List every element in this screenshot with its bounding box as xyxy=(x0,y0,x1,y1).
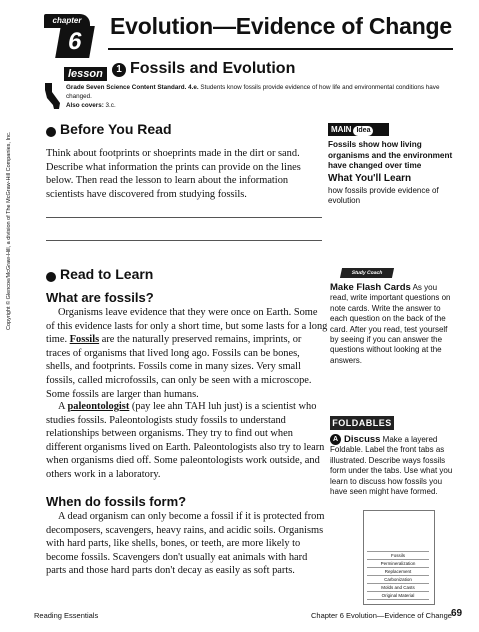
foldable-tab: Original Material xyxy=(367,591,429,600)
foldable-tab: Replacement xyxy=(367,567,429,575)
answer-line[interactable] xyxy=(46,240,322,241)
before-you-read-text: Think about footprints or shoeprints made in the dirt or sand. Describe what information the prints can provide on the lines below. Then read the lesson to learn about the information scientists have discovered from studying fossils. xyxy=(46,148,301,200)
foldables-badge: FOLDABLES xyxy=(330,416,394,430)
copyright-text: Copyright © Glencoe/McGraw-Hill, a division of The McGraw-Hill Companies, Inc. xyxy=(6,131,12,330)
also-covers-value: 3.c. xyxy=(103,102,116,109)
also-covers-label: Also covers: xyxy=(66,102,104,109)
flash-cards-text: As you read, write important questions on note cards. Write the answer to each question on the back of the card. After you read, test yourself by seeing if you can answer the questions without looking at the answers. xyxy=(330,283,451,365)
page-title: Evolution—Evidence of Change xyxy=(110,13,452,39)
term-fossils: Fossils xyxy=(69,334,100,346)
lesson-title: Fossils and Evolution xyxy=(130,60,296,77)
foldable-tab: Molds and Casts xyxy=(367,583,429,591)
foldable-tab: Carbonization xyxy=(367,575,429,583)
paragraph-fossil-formation: A dead organism can only become a fossil if it is protected from decomposers, scavengers, heavy rains, and acidic soils. Organisms with hard parts, like shells, bones, or teeth, are more likely to become fossils. Scavengers don't usually eat animals with hard parts and those hard parts don't decay as easily as soft parts. xyxy=(46,511,325,577)
footer-left: Reading Essentials xyxy=(34,611,99,620)
term-paleontologist: paleontologist xyxy=(67,401,130,412)
what-youll-learn-heading: What You'll Learn xyxy=(328,173,412,184)
main-idea-text: Fossils show how living organisms and the environment have changed over time xyxy=(328,140,453,171)
what-youll-learn-text: how fossils provide evidence of evolution xyxy=(328,186,439,206)
paragraph-paleontologist xyxy=(46,400,328,482)
standard-text xyxy=(66,83,456,110)
header-rule xyxy=(108,48,453,50)
discuss-heading: Discuss xyxy=(344,434,381,445)
read-to-learn-heading: Read to Learn xyxy=(60,266,154,282)
when-do-fossils-form-heading: When do fossils form? xyxy=(46,494,187,509)
discuss-tip xyxy=(330,434,454,497)
paragraph-fossils xyxy=(46,306,328,401)
p1-text-a: Organisms leave evidence that they were once on Earth. Some of this evidence lasts for only a short time, but some lasts for a long time. xyxy=(46,307,328,346)
chapter-badge xyxy=(44,14,102,60)
flash-cards-tip xyxy=(330,283,454,366)
main-idea-badge xyxy=(328,123,389,136)
p2-text-b: (pay lee ahn TAH luh just) is a scientist who studies fossils. Paleontologists study fossils to understand relationships between organisms. They try to find out when different organisms lived on Earth. Paleontologists also try to learn when organisms died off. Some paleontologists work outside, and others work in a laboratory. xyxy=(46,401,325,480)
section-bullet-icon xyxy=(46,272,56,282)
footer-right: Chapter 6 Evolution—Evidence of Change xyxy=(311,611,452,620)
chapter-number: 6 xyxy=(55,26,95,58)
section-bullet-icon xyxy=(46,127,56,137)
standard-desc: Students know fossils provide evidence of how life and environmental conditions have changed. xyxy=(66,84,440,100)
flash-cards-heading: Make Flash Cards xyxy=(330,282,411,293)
lesson-number: 1 xyxy=(112,63,126,77)
answer-line[interactable] xyxy=(46,217,322,218)
discuss-letter-icon: A xyxy=(330,434,341,445)
p2-text-a: A xyxy=(58,401,68,412)
idea-label: Idea xyxy=(353,126,373,136)
foldable-tab: Fossils xyxy=(367,551,429,559)
discuss-text: Make a layered Foldable. Label the front tabs as illustrated. Describe ways fossils form under the tabs. Use what you learn to discuss how fossils you have seen might have formed. xyxy=(330,435,453,497)
foldable-diagram xyxy=(363,510,435,605)
standard-bold: Grade Seven Science Content Standard. 4.e. xyxy=(66,84,199,91)
study-coach-badge: Study Coach xyxy=(340,268,394,278)
main-label: MAIN xyxy=(331,125,352,134)
california-state-icon xyxy=(44,82,62,110)
lesson-label: lesson xyxy=(64,67,107,81)
foldable-tab: Permineralization xyxy=(367,559,429,567)
chapter-label: chapter xyxy=(44,14,90,28)
p1-text-b: are the naturally preserved remains, imprints, or traces of organisms that lived long ago. Fossils can be bones, shells, and footprints. Fossils come in many sizes. Very small fossils, called microfossils, can only be seen with a microscope. Some fossils are larger than humans. xyxy=(46,334,312,400)
what-are-fossils-heading: What are fossils? xyxy=(46,290,154,305)
page-number: 69 xyxy=(451,608,463,619)
before-you-read-heading: Before You Read xyxy=(60,121,172,137)
